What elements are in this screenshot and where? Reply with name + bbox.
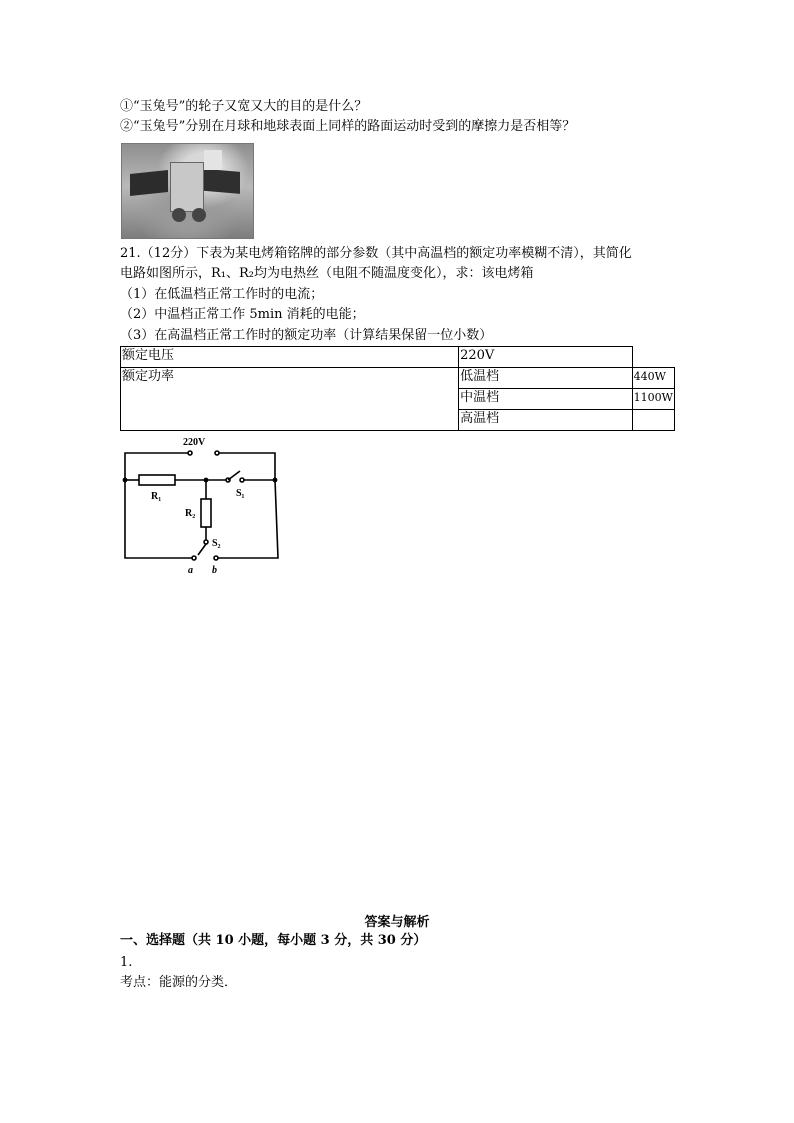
problem-21-sub-2: （2）中温档正常工作 5min 消耗的电能； <box>120 307 365 322</box>
answers-section-title: 一、选择题（共 10 小题，每小题 3 分，共 30 分） <box>120 933 427 948</box>
supply-voltage-label: 220V <box>183 437 206 448</box>
yutu-rover-photo <box>121 143 254 239</box>
terminal-b-label: b <box>212 565 217 576</box>
rated-power-label: 额定功率 <box>121 368 459 431</box>
problem-21-intro-1: 21.（12分）下表为某电烤箱铭牌的部分参数（其中高温档的额定功率模糊不清），其简化 <box>120 246 632 261</box>
s1-label: S₁ <box>236 488 245 499</box>
answers-heading: 答案与解析 <box>364 915 430 930</box>
question-wheels: ①“玉兔号”的轮子又宽又大的目的是什么？ <box>120 99 368 114</box>
answer-item-number: 1. <box>120 955 133 970</box>
rated-voltage-label: 额定电压 <box>121 347 459 368</box>
terminal-a-label: a <box>188 565 193 576</box>
problem-21-sub-3: （3）在高温档正常工作时的额定功率（计算结果保留一位小数） <box>120 328 493 343</box>
circuit-diagram <box>118 433 288 578</box>
low-temp-label: 低温档 <box>459 368 633 389</box>
question-friction: ②“玉兔号”分别在月球和地球表面上同样的路面运动时受到的摩擦力是否相等？ <box>120 119 576 134</box>
problem-21-sub-1: （1）在低温档正常工作时的电流； <box>120 287 324 302</box>
r1-label: R₁ <box>151 491 162 502</box>
mid-temp-value: 1100W <box>632 389 674 410</box>
problem-21-intro-2: 电路如图所示，R₁、R₂均为电热丝（电阻不随温度变化），求：该电烤箱 <box>120 266 534 281</box>
answer-note: 考点：能源的分类． <box>120 975 238 990</box>
rated-voltage-value: 220V <box>459 347 633 368</box>
r2-label: R₂ <box>185 508 196 519</box>
table-row <box>121 347 675 368</box>
mid-temp-label: 中温档 <box>459 389 633 410</box>
s2-label: S₂ <box>212 538 221 549</box>
high-temp-label: 高温档 <box>459 410 633 431</box>
oven-parameters-table <box>120 346 675 431</box>
table-row <box>121 368 675 389</box>
high-temp-value <box>632 410 674 431</box>
low-temp-value: 440W <box>632 368 674 389</box>
